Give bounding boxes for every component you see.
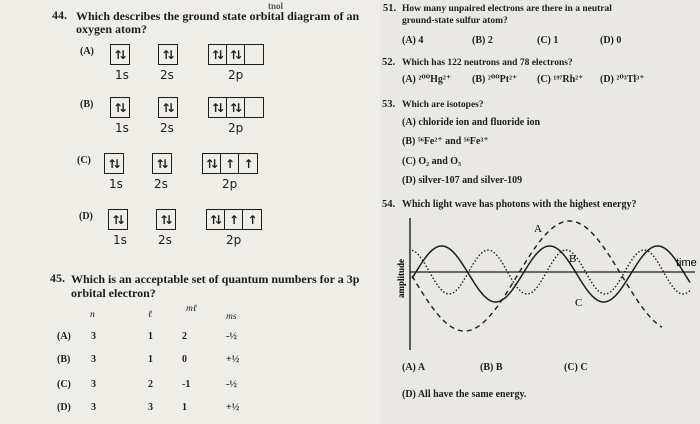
q45-header-ms: ms <box>226 312 237 322</box>
q45-cell-ml: -1 <box>182 379 191 390</box>
q45-cell-ms: +½ <box>226 354 240 365</box>
q53-option-a[interactable]: (A) chloride ion and fluoride ion <box>402 117 541 128</box>
q45-text-line2: orbital electron? <box>71 286 156 300</box>
q45-cell-l: 2 <box>148 379 153 390</box>
orbital-cell: ↑ <box>225 210 243 229</box>
q45-cell-ms: -½ <box>226 331 237 342</box>
x-axis-label: time <box>676 257 697 269</box>
q54-option-b[interactable]: (B) B <box>480 362 503 373</box>
orbital-cell: ↑↓ <box>158 212 170 227</box>
orbital-cell: ↑↓ <box>154 156 166 171</box>
orbital-cell: ↑↓ <box>112 47 124 62</box>
orbital-2p-box <box>208 44 264 65</box>
orbital-cell: ↑↓ <box>203 154 221 173</box>
orbital-cell: ↑↓ <box>227 45 245 64</box>
q45-cell-n: 3 <box>91 402 96 413</box>
q54-option-d[interactable]: (D) All have the same energy. <box>402 389 527 400</box>
q45-option-letter[interactable]: (D) <box>57 402 71 413</box>
q54-text: Which light wave has photons with the highest energy? <box>402 199 637 210</box>
wave-a-curve <box>412 221 662 331</box>
orbital-cell: ↑↓ <box>112 100 124 115</box>
label-1s: 1s <box>109 177 123 191</box>
q51-option-d[interactable]: (D) 0 <box>600 35 622 46</box>
orbital-2s-box <box>152 153 172 174</box>
q53-option-b[interactable]: (B) ⁵⁶Fe²⁺ and ⁵⁶Fe³⁺ <box>402 136 489 147</box>
q45-option-letter[interactable]: (A) <box>57 331 71 342</box>
orbital-cell <box>245 98 263 117</box>
orbital-1s-box <box>110 97 130 118</box>
q52-option-c[interactable]: (C) ¹⁹⁷Rh²⁺ <box>537 74 584 85</box>
q52-option-a[interactable]: (A) ²⁰⁰Hg²⁺ <box>402 74 452 85</box>
q44-number: 44. <box>52 8 67 22</box>
q51-option-b[interactable]: (B) 2 <box>472 35 493 46</box>
q45-header-n: n <box>90 310 95 320</box>
q51-option-c[interactable]: (C) 1 <box>537 35 559 46</box>
wave-label-c: C <box>575 297 583 309</box>
q45-cell-ml: 0 <box>182 354 187 365</box>
orbital-cell: ↑↓ <box>207 210 225 229</box>
wave-label-b: B <box>569 253 577 265</box>
q44-option-letter[interactable]: (C) <box>77 155 91 166</box>
q51-text-line2: ground-state sulfur atom? <box>402 16 508 26</box>
q45-option-letter[interactable]: (C) <box>57 379 71 390</box>
orbital-cell: ↑ <box>247 212 253 227</box>
q53-option-d[interactable]: (D) silver-107 and silver-109 <box>402 175 523 186</box>
q45-header-l: ℓ <box>148 310 152 320</box>
q45-cell-n: 3 <box>91 331 96 342</box>
orbital-cell: ↑↓ <box>110 212 122 227</box>
y-axis-label: amplitude <box>396 258 406 298</box>
label-2p: 2p <box>228 121 244 135</box>
label-2s: 2s <box>160 121 174 135</box>
orbital-1s-box <box>110 44 130 65</box>
q45-cell-ml: 2 <box>182 331 187 342</box>
label-2p: 2p <box>228 68 244 82</box>
q45-cell-l: 1 <box>148 354 153 365</box>
q44-option-letter[interactable]: (B) <box>80 99 94 110</box>
q54-option-a[interactable]: (A) A <box>402 362 426 373</box>
q44-text-line1: Which describes the ground state orbital diagram of an <box>76 9 360 23</box>
label-2s: 2s <box>154 177 168 191</box>
q45-cell-l: 1 <box>148 331 153 342</box>
q44-option-letter[interactable]: (D) <box>79 211 93 222</box>
label-1s: 1s <box>113 233 127 247</box>
orbital-2s-box <box>158 44 178 65</box>
q45-cell-ml: 1 <box>182 402 187 413</box>
orbital-2s-box <box>158 97 178 118</box>
wave-diagram <box>390 210 700 358</box>
orbital-cell: ↑ <box>221 154 239 173</box>
q45-text-line1: Which is an acceptable set of quantum numbers for a 3p <box>71 272 360 286</box>
wave-c-curve <box>412 246 690 302</box>
q52-text: Which has 122 neutrons and 78 electrons? <box>402 58 573 68</box>
label-2p: 2p <box>226 233 242 247</box>
label-2s: 2s <box>158 233 172 247</box>
orbital-cell: ↑↓ <box>106 156 118 171</box>
q51-option-a[interactable]: (A) 4 <box>402 35 424 46</box>
q45-cell-l: 3 <box>148 402 153 413</box>
q45-number: 45. <box>50 271 65 285</box>
orbital-cell: ↑↓ <box>209 98 227 117</box>
q45-cell-ms: +½ <box>226 402 240 413</box>
label-1s: 1s <box>115 121 129 135</box>
orbital-cell: ↑↓ <box>209 45 227 64</box>
label-2p: 2p <box>222 177 238 191</box>
q54-number: 54. <box>382 199 396 210</box>
q45-cell-ms: -½ <box>226 379 237 390</box>
orbital-cell: ↑↓ <box>160 47 172 62</box>
q45-cell-n: 3 <box>91 354 96 365</box>
label-2s: 2s <box>160 68 174 82</box>
orbital-2p-box <box>202 153 258 174</box>
wave-label-a: A <box>534 223 542 235</box>
orbital-2p-box <box>206 209 262 230</box>
q53-number: 53. <box>382 99 396 110</box>
orbital-1s-box <box>104 153 124 174</box>
orbital-1s-box <box>108 209 128 230</box>
page-header-fragment: tnol <box>268 1 284 11</box>
orbital-2p-box <box>208 97 264 118</box>
orbital-cell: ↑↓ <box>227 98 245 117</box>
q52-option-b[interactable]: (B) ²⁰⁰Pt²⁺ <box>472 74 518 85</box>
q53-text: Which are isotopes? <box>402 100 484 110</box>
q51-text-line1: How many unpaired electrons are there in a neutral <box>402 4 612 14</box>
q51-number: 51. <box>383 3 397 14</box>
q45-header-ml: mℓ <box>186 304 197 314</box>
q52-number: 52. <box>382 57 396 68</box>
label-1s: 1s <box>115 68 129 82</box>
q44-text-line2: oxygen atom? <box>76 22 147 36</box>
q52-option-d[interactable]: (D) ²⁰³Tl³⁺ <box>600 74 645 85</box>
orbital-2s-box <box>156 209 176 230</box>
q53-option-c[interactable]: (C) O₂ and O₃ <box>402 156 462 167</box>
orbital-cell <box>245 45 263 64</box>
q54-option-c[interactable]: (C) C <box>564 362 588 373</box>
orbital-cell: ↑ <box>243 156 249 171</box>
q45-cell-n: 3 <box>91 379 96 390</box>
orbital-cell: ↑↓ <box>160 100 172 115</box>
q44-option-letter[interactable]: (A) <box>80 46 94 57</box>
q45-option-letter[interactable]: (B) <box>57 354 71 365</box>
